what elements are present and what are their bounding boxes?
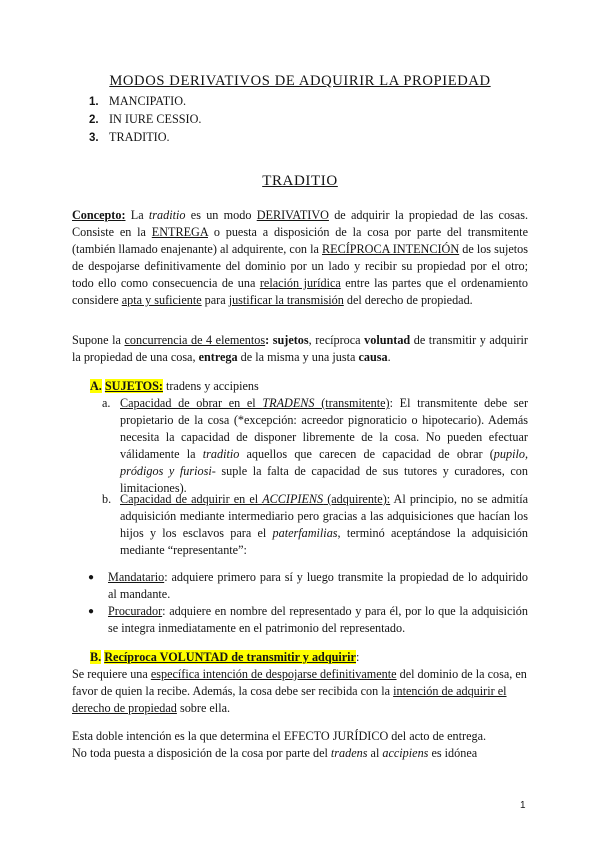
- supone-paragraph: Supone la concurrencia de 4 elementos: sujetos, recíproca voluntad de transmitir y adquirir la propiedad de una cosa, entrega de la misma y una justa causa.: [72, 333, 528, 364]
- list-item: [89, 129, 201, 147]
- list-number: 3.: [89, 132, 99, 144]
- section-a-label: SUJETOS:: [104, 379, 163, 393]
- list-number: 1.: [89, 96, 99, 108]
- concepto-paragraph: Concepto: La traditio es un modo DERIVATIVO de adquirir la propiedad de las cosas. Consiste en la ENTREGA o puesta a disposición de la cosa por parte del transmitente (también llamado enajenante) al adquirente, con la RECÍPROCA INTENCIÓN de los sujetos de despojarse definitivamente del dominio por un lado y recibir su propiedad por el otro; todo ello como consecuencia de una relación jurídica entre las partes que el ordenamiento considere apta y suficiente para justificar la transmisión del derecho de propiedad.: [72, 208, 528, 307]
- section-b-label: Recíproca VOLUNTAD de transmitir y adquirir: [104, 650, 356, 664]
- list-item: [89, 93, 201, 111]
- section-title: TRADITIO: [262, 173, 338, 189]
- modes-list: [89, 93, 201, 147]
- list-number: 2.: [89, 114, 99, 126]
- section-b-heading: B. Recíproca VOLUNTAD de transmitir y adquirir:: [90, 650, 360, 664]
- item-a-letter: a.: [102, 396, 111, 410]
- bullet-procurador: ● Procurador: adquiere en nombre del representado y para él, por lo que la adquisición se integra inmediatamente en el patrimonio del representado.: [88, 604, 528, 635]
- concepto-label: Concepto: [72, 208, 122, 222]
- list-label: TRADITIO.: [109, 130, 170, 144]
- item-b: b. Capacidad de adquirir en el ACCIPIENS (adquirente): Al principio, no se admitía adquisición mediante intermediario pero gracias a las adquisiciones que hacían los hijos y los esclavos para el paterfamilias, terminó aceptándose la adquisición mediante “representante”:: [102, 492, 528, 557]
- doble-paragraph: Esta doble intención es la que determina el EFECTO JURÍDICO del acto de entrega. No toda puesta a disposición de la cosa por parte del tradens al accipiens es idónea: [72, 729, 487, 760]
- bullet-icon: ●: [88, 572, 95, 583]
- section-b-letter: B.: [90, 650, 102, 664]
- section-a-letter: A.: [90, 379, 102, 393]
- item-b-letter: b.: [102, 492, 112, 506]
- page-number: 1: [520, 800, 526, 811]
- bullet-mandatario: ● Mandatario: adquiere primero para sí y luego transmite la propiedad de lo adquirido al mandante.: [88, 570, 528, 601]
- bullet-icon: ●: [88, 606, 95, 617]
- document-title: MODOS DERIVATIVOS DE ADQUIRIR LA PROPIEDAD: [109, 73, 491, 89]
- list-item: [89, 111, 201, 129]
- item-a: a. Capacidad de obrar en el TRADENS (transmitente): El transmitente debe ser propietario de la cosa (*excepción: acreedor pignoraticio o hipotecario). Además necesita la capacidad de disponer libremente de la cosa. No pueden efectuar válidamente la traditio aquellos que carecen de capacidad de obrar (pupilo, pródigos y furiosi- suple la falta de capacidad de sus tutores y curadores, con limitaciones).: [102, 396, 528, 495]
- list-label: IN IURE CESSIO.: [109, 112, 202, 126]
- section-a-heading: A. SUJETOS: tradens y accipiens: [90, 379, 259, 393]
- requiere-paragraph: Se requiere una específica intención de despojarse definitivamente del dominio de la cosa, en favor de quien la recibe. Además, la cosa debe ser recibida con la intención de adquirir el derecho de propiedad sobre ella.: [72, 667, 527, 715]
- list-label: MANCIPATIO.: [109, 94, 187, 108]
